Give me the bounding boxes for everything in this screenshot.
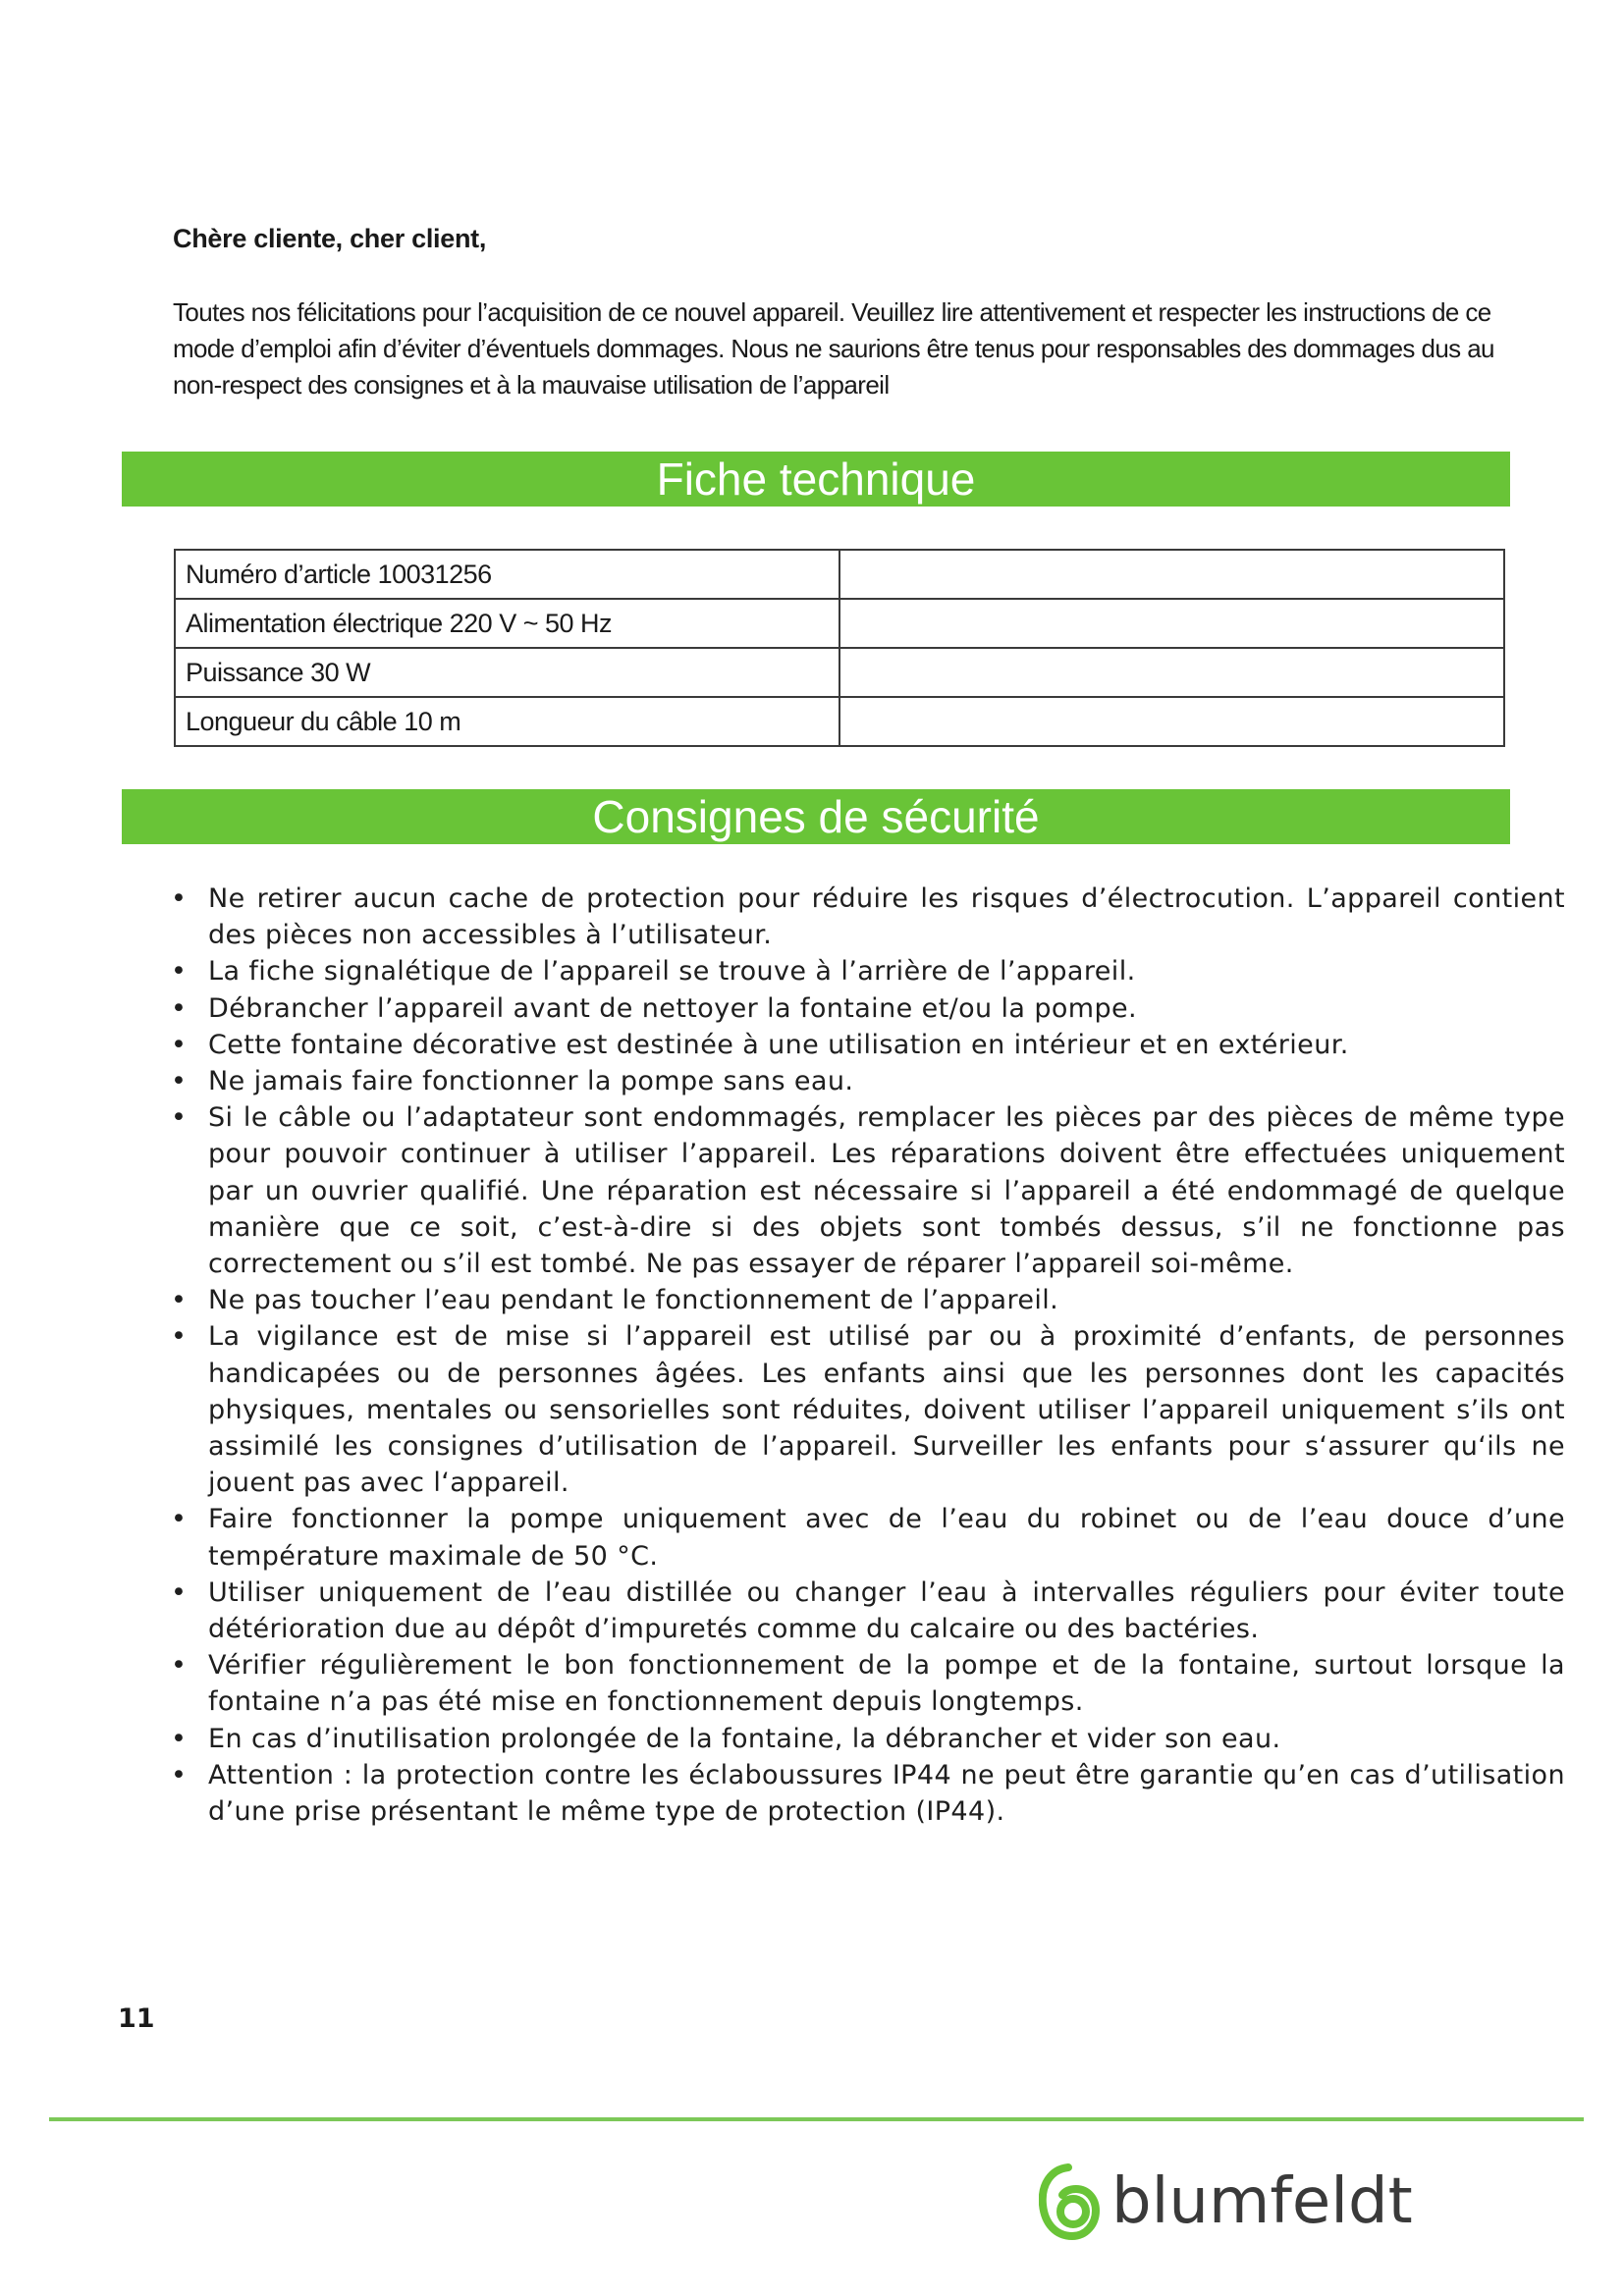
bullet-icon: • <box>171 883 188 914</box>
bullet-icon: • <box>171 992 188 1024</box>
section-heading-fiche-technique: Fiche technique <box>122 452 1510 507</box>
list-item-text: En cas d’inutilisation prolongée de la fontaine, la débrancher et vider son eau. <box>208 1723 1281 1754</box>
list-item <box>171 1027 1565 1063</box>
spec-value <box>839 599 1504 648</box>
list-item <box>171 1063 1565 1099</box>
list-item-text: Ne jamais faire fonctionner la pompe sans eau. <box>208 1066 854 1097</box>
bullet-icon: • <box>171 1576 188 1608</box>
table-row <box>175 648 1504 697</box>
list-item <box>171 1647 1565 1720</box>
bullet-icon: • <box>171 1321 188 1353</box>
list-item <box>171 1318 1565 1501</box>
list-item-text: Ne pas toucher l’eau pendant le fonctionnement de l’appareil. <box>208 1285 1059 1316</box>
list-item-text: Utiliser uniquement de l’eau distillée ou changer l’eau à intervalles réguliers pour éviter toute détérioration due au dépôt d’impuretés comme du calcaire ou des bactéries. <box>208 1576 1565 1645</box>
bullet-icon: • <box>171 1504 188 1535</box>
spec-table <box>174 549 1505 747</box>
bullet-icon: • <box>171 1285 188 1316</box>
list-item <box>171 990 1565 1027</box>
list-item-text: Vérifier régulièrement le bon fonctionnement de la pompe et de la fontaine, surtout lorsque la fontaine n’a pas été mise en fonctionnement depuis longtemps. <box>208 1650 1565 1718</box>
list-item-text: Si le câble ou l’adaptateur sont endommagés, remplacer les pièces par des pièces de même type pour pouvoir continuer à utiliser l’appareil. Les réparations doivent être effectuées uniquement par un ouvrier qualifié. Une réparation est nécessaire si l’appareil a été endommagé de quelque manière que ce soit, c’est-à-dire si des objets sont tombés dessus, s’il ne fonctionne pas correctement ou s’il est tombé. Ne pas essayer de réparer l’appareil soi-même. <box>208 1102 1565 1280</box>
spec-value <box>839 550 1504 599</box>
spec-value <box>839 697 1504 746</box>
page-number: 11 <box>118 2003 155 2034</box>
list-item <box>171 1757 1565 1830</box>
list-item-text: La vigilance est de mise si l’appareil est utilisé par ou à proximité d’enfants, de personnes handicapées ou de personnes âgées. Les enfants ainsi que les personnes dont les capacités physiques, mentales ou sensorielles sont réduites, doivent utiliser l’appareil uniquement s’ils ont assimilé les consignes d’utilisation de l’appareil. Surveiller les enfants pour s‘assurer qu‘ils ne jouent pas avec l‘appareil. <box>208 1321 1565 1499</box>
bullet-icon: • <box>171 1029 188 1060</box>
list-item-text: La fiche signalétique de l’appareil se trouve à l’arrière de l’appareil. <box>208 956 1136 988</box>
brand-logo <box>1039 2163 1413 2240</box>
list-item <box>171 1501 1565 1574</box>
section-heading-consignes: Consignes de sécurité <box>122 789 1510 844</box>
table-row <box>175 697 1504 746</box>
list-item-text: Cette fontaine décorative est destinée à une utilisation en intérieur et en extérieur. <box>208 1029 1349 1060</box>
safety-instructions-list <box>171 881 1565 1830</box>
list-item-text: Débrancher l’appareil avant de nettoyer la fontaine et/ou la pompe. <box>208 992 1138 1024</box>
table-row <box>175 550 1504 599</box>
bullet-icon: • <box>171 1723 188 1754</box>
footer-divider <box>49 2117 1584 2121</box>
brand-name: blumfeldt <box>1111 2165 1413 2238</box>
list-item <box>171 1721 1565 1757</box>
spec-label: Puissance 30 W <box>175 648 839 697</box>
blumfeldt-logo-icon <box>1039 2163 1100 2240</box>
list-item <box>171 1099 1565 1282</box>
spec-label: Longueur du câble 10 m <box>175 697 839 746</box>
list-item-text: Faire fonctionner la pompe uniquement avec de l’eau du robinet ou de l’eau douce d’une température maximale de 50 °C. <box>208 1504 1565 1572</box>
list-item <box>171 1575 1565 1647</box>
bullet-icon: • <box>171 1650 188 1682</box>
list-item-text: Attention : la protection contre les éclaboussures IP44 ne peut être garantie qu’en cas d’utilisation d’une prise présentant le même type de protection (IP44). <box>208 1759 1565 1828</box>
list-item <box>171 881 1565 953</box>
list-item <box>171 1282 1565 1318</box>
spec-label: Numéro d’article 10031256 <box>175 550 839 599</box>
spec-label: Alimentation électrique 220 V ~ 50 Hz <box>175 599 839 648</box>
bullet-icon: • <box>171 956 188 988</box>
bullet-icon: • <box>171 1102 188 1134</box>
greeting: Chère cliente, cher client, <box>173 224 487 253</box>
table-row <box>175 599 1504 648</box>
intro-paragraph: Toutes nos félicitations pour l’acquisition de ce nouvel appareil. Veuillez lire attentivement et respecter les instructions de ce mode d’emploi afin d’éviter d’éventuels dommages. Nous ne saurions être tenus pour responsables des dommages dus au non-respect des consignes et à la mauvaise utilisation de l’appareil <box>173 297 1494 400</box>
bullet-icon: • <box>171 1759 188 1790</box>
list-item-text: Ne retirer aucun cache de protection pour réduire les risques d’électrocution. L’appareil contient des pièces non accessibles à l’utilisateur. <box>208 883 1565 951</box>
bullet-icon: • <box>171 1066 188 1097</box>
spec-value <box>839 648 1504 697</box>
list-item <box>171 953 1565 989</box>
